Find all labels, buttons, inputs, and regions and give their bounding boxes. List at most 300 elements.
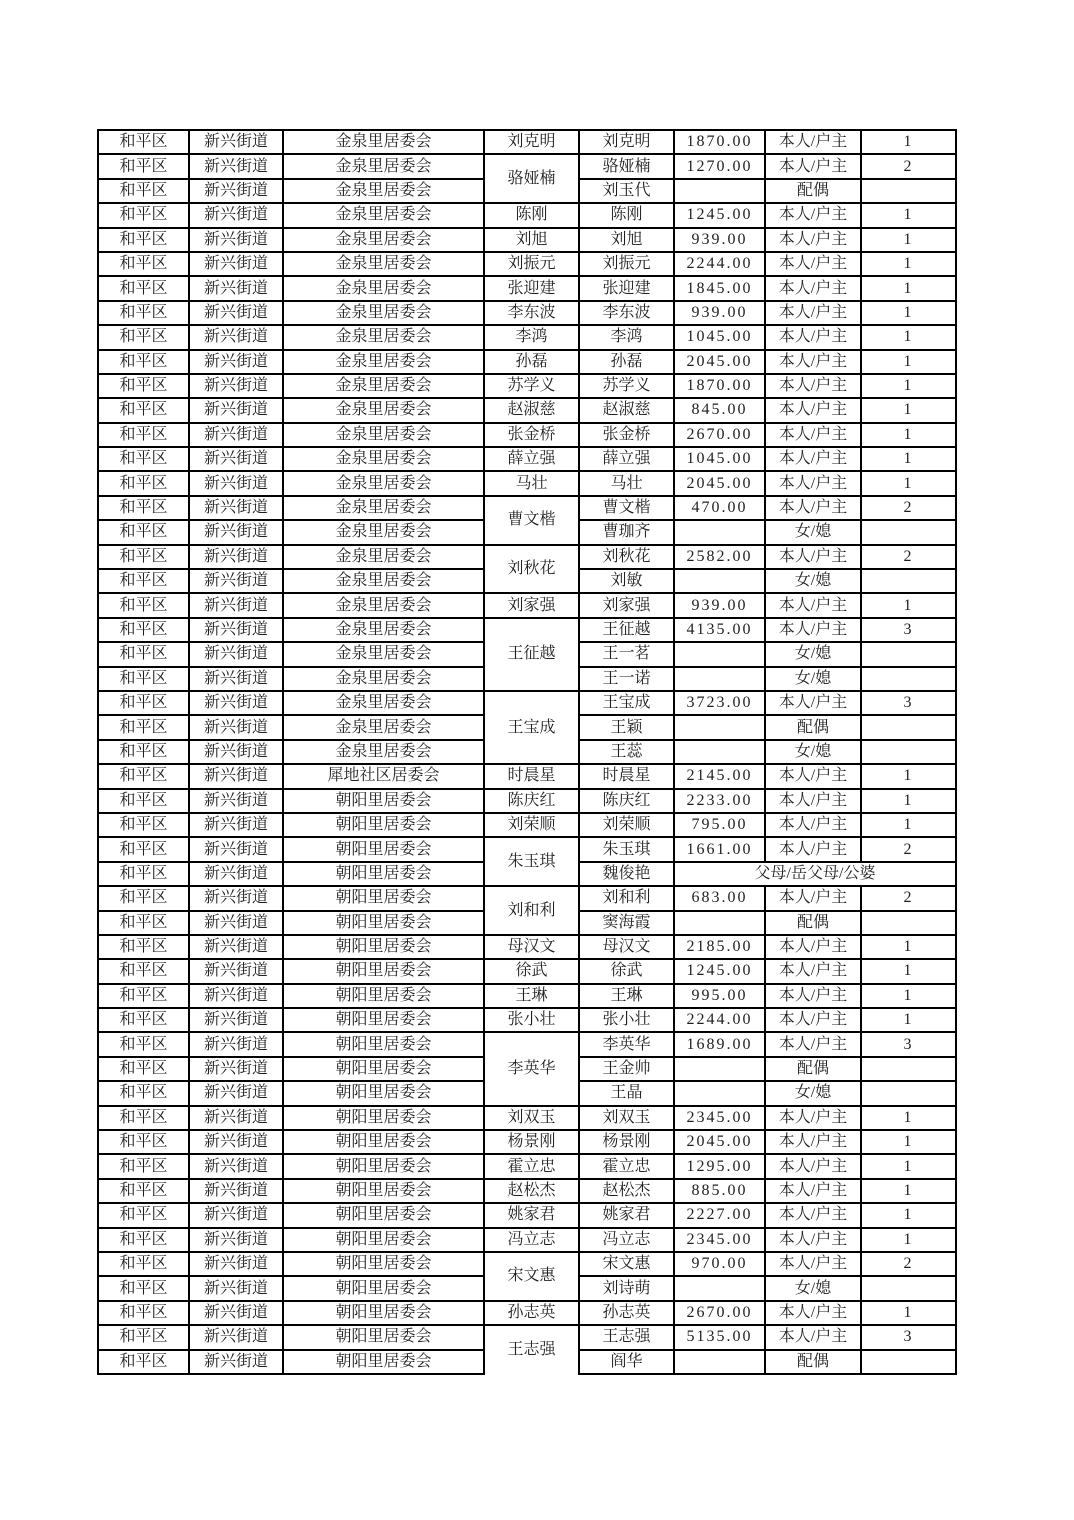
table-row	[98, 423, 956, 447]
cell-household-head: 李东波	[484, 301, 579, 325]
cell-amount	[674, 1057, 765, 1081]
cell-member-name: 王志强	[579, 1325, 674, 1349]
cell-amount	[674, 1350, 765, 1374]
cell-street: 新兴街道	[189, 569, 283, 593]
cell-district: 和平区	[98, 984, 189, 1008]
cell-street: 新兴街道	[189, 1252, 283, 1276]
cell-relation: 本人/户主	[765, 813, 861, 837]
cell-member-name: 刘敏	[579, 569, 674, 593]
cell-count: 3	[861, 1032, 956, 1056]
cell-amount: 1245.00	[674, 203, 765, 227]
cell-household-head: 冯立志	[484, 1228, 579, 1252]
cell-member-name: 刘玉代	[579, 179, 674, 203]
cell-committee: 朝阳里居委会	[283, 959, 484, 983]
cell-street: 新兴街道	[189, 447, 283, 471]
cell-committee: 朝阳里居委会	[283, 1203, 484, 1227]
cell-street: 新兴街道	[189, 1106, 283, 1130]
cell-district: 和平区	[98, 350, 189, 374]
cell-count: 1	[861, 374, 956, 398]
cell-member-name: 刘旭	[579, 228, 674, 252]
cell-committee: 朝阳里居委会	[283, 837, 484, 861]
cell-street: 新兴街道	[189, 911, 283, 935]
cell-committee: 金泉里居委会	[283, 130, 484, 154]
cell-count: 1	[861, 984, 956, 1008]
cell-committee: 朝阳里居委会	[283, 911, 484, 935]
cell-district: 和平区	[98, 593, 189, 617]
cell-member-name: 王一茗	[579, 642, 674, 666]
table-row	[98, 1179, 956, 1203]
cell-relation: 本人/户主	[765, 886, 861, 910]
cell-street: 新兴街道	[189, 593, 283, 617]
cell-committee: 金泉里居委会	[283, 252, 484, 276]
table-row	[98, 886, 956, 910]
cell-district: 和平区	[98, 1032, 189, 1056]
cell-district: 和平区	[98, 423, 189, 447]
cell-count: 2	[861, 496, 956, 520]
cell-member-name: 刘振元	[579, 252, 674, 276]
cell-household-head: 骆娅楠	[484, 154, 579, 203]
cell-street: 新兴街道	[189, 325, 283, 349]
cell-count: 1	[861, 1203, 956, 1227]
cell-member-name: 刘克明	[579, 130, 674, 154]
cell-member-name: 孙志英	[579, 1301, 674, 1325]
cell-street: 新兴街道	[189, 471, 283, 495]
cell-relation: 本人/户主	[765, 593, 861, 617]
cell-amount: 2227.00	[674, 1203, 765, 1227]
cell-committee: 金泉里居委会	[283, 496, 484, 520]
cell-district: 和平区	[98, 1081, 189, 1105]
cell-committee: 金泉里居委会	[283, 715, 484, 739]
cell-relation: 女/媳	[765, 1081, 861, 1105]
cell-amount: 2244.00	[674, 1008, 765, 1032]
cell-amount: 1870.00	[674, 130, 765, 154]
cell-street: 新兴街道	[189, 228, 283, 252]
cell-amount: 5135.00	[674, 1325, 765, 1349]
cell-street: 新兴街道	[189, 959, 283, 983]
table-row	[98, 618, 956, 642]
cell-amount: 2345.00	[674, 1106, 765, 1130]
cell-count: 1	[861, 813, 956, 837]
table-row	[98, 1252, 956, 1276]
cell-district: 和平区	[98, 740, 189, 764]
cell-household-head: 王琳	[484, 984, 579, 1008]
cell-member-name: 张金桥	[579, 423, 674, 447]
cell-household-head: 刘双玉	[484, 1106, 579, 1130]
cell-relation: 本人/户主	[765, 837, 861, 861]
cell-street: 新兴街道	[189, 837, 283, 861]
cell-street: 新兴街道	[189, 130, 283, 154]
cell-district: 和平区	[98, 545, 189, 569]
cell-member-name: 苏学义	[579, 374, 674, 398]
cell-committee: 金泉里居委会	[283, 545, 484, 569]
cell-member-name: 曹珈齐	[579, 520, 674, 544]
cell-relation: 本人/户主	[765, 423, 861, 447]
cell-count	[861, 1350, 956, 1374]
cell-count: 1	[861, 276, 956, 300]
cell-amount: 3723.00	[674, 691, 765, 715]
table-row	[98, 276, 956, 300]
cell-household-head: 王宝成	[484, 691, 579, 764]
cell-count: 1	[861, 1154, 956, 1178]
cell-member-name: 刘和利	[579, 886, 674, 910]
cell-household-head: 陈刚	[484, 203, 579, 227]
cell-street: 新兴街道	[189, 789, 283, 813]
cell-committee: 朝阳里居委会	[283, 1081, 484, 1105]
cell-count: 1	[861, 1106, 956, 1130]
table-row	[98, 764, 956, 788]
cell-amount: 4135.00	[674, 618, 765, 642]
cell-district: 和平区	[98, 1106, 189, 1130]
cell-relation: 配偶	[765, 715, 861, 739]
cell-relation: 本人/户主	[765, 1130, 861, 1154]
cell-relation: 本人/户主	[765, 1008, 861, 1032]
cell-member-name: 王金帅	[579, 1057, 674, 1081]
cell-street: 新兴街道	[189, 276, 283, 300]
cell-district: 和平区	[98, 301, 189, 325]
cell-member-name: 王征越	[579, 618, 674, 642]
cell-relation: 本人/户主	[765, 154, 861, 178]
cell-count: 2	[861, 837, 956, 861]
cell-relation: 本人/户主	[765, 203, 861, 227]
cell-amount: 1845.00	[674, 276, 765, 300]
cell-relation: 女/媳	[765, 520, 861, 544]
cell-count: 2	[861, 545, 956, 569]
cell-amount	[674, 642, 765, 666]
table-row	[98, 1228, 956, 1252]
cell-count	[861, 1081, 956, 1105]
table-row	[98, 154, 956, 178]
cell-member-name: 王晶	[579, 1081, 674, 1105]
cell-count: 1	[861, 130, 956, 154]
cell-district: 和平区	[98, 959, 189, 983]
cell-relation: 本人/户主	[765, 1179, 861, 1203]
cell-amount	[674, 1276, 765, 1300]
cell-count: 1	[861, 471, 956, 495]
cell-street: 新兴街道	[189, 301, 283, 325]
cell-committee: 金泉里居委会	[283, 691, 484, 715]
cell-committee: 金泉里居委会	[283, 203, 484, 227]
cell-relation: 本人/户主	[765, 545, 861, 569]
cell-relation: 本人/户主	[765, 789, 861, 813]
cell-district: 和平区	[98, 1325, 189, 1349]
cell-household-head: 王征越	[484, 618, 579, 691]
cell-street: 新兴街道	[189, 886, 283, 910]
table-row	[98, 496, 956, 520]
cell-committee: 朝阳里居委会	[283, 1008, 484, 1032]
cell-household-head: 刘旭	[484, 228, 579, 252]
cell-relation: 本人/户主	[765, 276, 861, 300]
cell-amount: 1295.00	[674, 1154, 765, 1178]
cell-committee: 朝阳里居委会	[283, 789, 484, 813]
table-row	[98, 1301, 956, 1325]
cell-district: 和平区	[98, 862, 189, 886]
cell-household-head: 陈庆红	[484, 789, 579, 813]
cell-district: 和平区	[98, 1276, 189, 1300]
cell-district: 和平区	[98, 667, 189, 691]
cell-amount: 2045.00	[674, 1130, 765, 1154]
cell-committee: 金泉里居委会	[283, 276, 484, 300]
cell-count: 1	[861, 301, 956, 325]
cell-district: 和平区	[98, 911, 189, 935]
cell-district: 和平区	[98, 1057, 189, 1081]
cell-district: 和平区	[98, 1179, 189, 1203]
cell-relation: 本人/户主	[765, 764, 861, 788]
cell-committee: 朝阳里居委会	[283, 1130, 484, 1154]
cell-member-name: 窦海霞	[579, 911, 674, 935]
cell-amount: 2582.00	[674, 545, 765, 569]
cell-count	[861, 667, 956, 691]
cell-street: 新兴街道	[189, 1057, 283, 1081]
cell-amount: 1661.00	[674, 837, 765, 861]
cell-street: 新兴街道	[189, 423, 283, 447]
cell-committee: 金泉里居委会	[283, 301, 484, 325]
cell-member-name: 赵松杰	[579, 1179, 674, 1203]
cell-relation: 本人/户主	[765, 1203, 861, 1227]
cell-amount: 2244.00	[674, 252, 765, 276]
cell-relation: 本人/户主	[765, 252, 861, 276]
cell-amount: 1045.00	[674, 325, 765, 349]
cell-amount	[674, 569, 765, 593]
cell-committee: 金泉里居委会	[283, 374, 484, 398]
cell-relation: 本人/户主	[765, 471, 861, 495]
cell-relation: 本人/户主	[765, 301, 861, 325]
cell-count: 3	[861, 618, 956, 642]
cell-amount	[674, 520, 765, 544]
cell-amount: 795.00	[674, 813, 765, 837]
cell-member-name: 张迎建	[579, 276, 674, 300]
table-row	[98, 471, 956, 495]
table-row	[98, 325, 956, 349]
cell-district: 和平区	[98, 789, 189, 813]
cell-street: 新兴街道	[189, 1276, 283, 1300]
cell-count: 3	[861, 691, 956, 715]
cell-relation: 本人/户主	[765, 1032, 861, 1056]
cell-member-name: 孙磊	[579, 350, 674, 374]
cell-member-name: 骆娅楠	[579, 154, 674, 178]
cell-amount	[674, 179, 765, 203]
cell-relation: 本人/户主	[765, 1325, 861, 1349]
cell-member-name: 霍立忠	[579, 1154, 674, 1178]
cell-committee: 朝阳里居委会	[283, 886, 484, 910]
table-row	[98, 545, 956, 569]
cell-district: 和平区	[98, 1154, 189, 1178]
cell-committee: 金泉里居委会	[283, 520, 484, 544]
cell-committee: 金泉里居委会	[283, 350, 484, 374]
cell-district: 和平区	[98, 447, 189, 471]
cell-committee: 朝阳里居委会	[283, 1106, 484, 1130]
cell-amount: 1689.00	[674, 1032, 765, 1056]
cell-committee: 金泉里居委会	[283, 398, 484, 422]
cell-street: 新兴街道	[189, 1081, 283, 1105]
cell-relation: 本人/户主	[765, 1228, 861, 1252]
cell-count	[861, 715, 956, 739]
cell-district: 和平区	[98, 618, 189, 642]
table-row	[98, 398, 956, 422]
cell-member-name: 王宝成	[579, 691, 674, 715]
cell-member-name: 陈庆红	[579, 789, 674, 813]
table-row	[98, 984, 956, 1008]
table-body	[98, 130, 956, 1374]
cell-household-head: 李鸿	[484, 325, 579, 349]
cell-count: 1	[861, 325, 956, 349]
cell-member-name: 阎华	[579, 1350, 674, 1374]
cell-member-name: 李鸿	[579, 325, 674, 349]
cell-household-head: 李英华	[484, 1032, 579, 1105]
cell-street: 新兴街道	[189, 740, 283, 764]
cell-member-name: 姚家君	[579, 1203, 674, 1227]
cell-committee: 朝阳里居委会	[283, 1276, 484, 1300]
cell-street: 新兴街道	[189, 252, 283, 276]
cell-street: 新兴街道	[189, 1032, 283, 1056]
cell-count: 2	[861, 1252, 956, 1276]
cell-committee: 金泉里居委会	[283, 618, 484, 642]
cell-committee: 朝阳里居委会	[283, 862, 484, 886]
cell-count: 1	[861, 447, 956, 471]
cell-count: 1	[861, 1179, 956, 1203]
cell-amount	[674, 740, 765, 764]
cell-committee: 金泉里居委会	[283, 471, 484, 495]
table-row	[98, 1154, 956, 1178]
cell-count: 1	[861, 935, 956, 959]
cell-committee: 朝阳里居委会	[283, 1350, 484, 1374]
cell-committee: 金泉里居委会	[283, 447, 484, 471]
cell-street: 新兴街道	[189, 496, 283, 520]
cell-committee: 朝阳里居委会	[283, 1325, 484, 1349]
cell-member-name: 薛立强	[579, 447, 674, 471]
cell-street: 新兴街道	[189, 715, 283, 739]
cell-household-head: 宋文惠	[484, 1252, 579, 1301]
cell-street: 新兴街道	[189, 1301, 283, 1325]
cell-amount	[674, 911, 765, 935]
cell-district: 和平区	[98, 1301, 189, 1325]
cell-amount: 970.00	[674, 1252, 765, 1276]
cell-household-head: 张迎建	[484, 276, 579, 300]
cell-district: 和平区	[98, 179, 189, 203]
cell-committee: 朝阳里居委会	[283, 1301, 484, 1325]
cell-amount: 845.00	[674, 398, 765, 422]
cell-district: 和平区	[98, 130, 189, 154]
cell-street: 新兴街道	[189, 1228, 283, 1252]
cell-household-head: 马壮	[484, 471, 579, 495]
cell-count: 1	[861, 764, 956, 788]
cell-household-head: 母汉文	[484, 935, 579, 959]
cell-district: 和平区	[98, 715, 189, 739]
cell-street: 新兴街道	[189, 1008, 283, 1032]
cell-count: 1	[861, 203, 956, 227]
cell-district: 和平区	[98, 837, 189, 861]
cell-relation: 本人/户主	[765, 130, 861, 154]
cell-district: 和平区	[98, 203, 189, 227]
cell-count: 1	[861, 1008, 956, 1032]
cell-member-name: 刘秋花	[579, 545, 674, 569]
cell-count	[861, 1057, 956, 1081]
cell-district: 和平区	[98, 252, 189, 276]
cell-household-head: 徐武	[484, 959, 579, 983]
cell-committee: 金泉里居委会	[283, 179, 484, 203]
table-row	[98, 1203, 956, 1227]
cell-district: 和平区	[98, 496, 189, 520]
cell-count	[861, 520, 956, 544]
cell-committee: 朝阳里居委会	[283, 1228, 484, 1252]
cell-household-head: 刘振元	[484, 252, 579, 276]
cell-district: 和平区	[98, 1008, 189, 1032]
cell-count: 1	[861, 423, 956, 447]
cell-household-head: 苏学义	[484, 374, 579, 398]
cell-amount: 683.00	[674, 886, 765, 910]
cell-member-name: 时晨星	[579, 764, 674, 788]
cell-household-head: 赵松杰	[484, 1179, 579, 1203]
cell-relation: 女/媳	[765, 1276, 861, 1300]
cell-relation: 女/媳	[765, 740, 861, 764]
cell-street: 新兴街道	[189, 350, 283, 374]
cell-committee: 金泉里居委会	[283, 154, 484, 178]
cell-street: 新兴街道	[189, 984, 283, 1008]
cell-member-name: 王蕊	[579, 740, 674, 764]
cell-member-name: 赵淑慈	[579, 398, 674, 422]
cell-amount: 2233.00	[674, 789, 765, 813]
cell-street: 新兴街道	[189, 1154, 283, 1178]
cell-count	[861, 179, 956, 203]
cell-relation: 女/媳	[765, 667, 861, 691]
cell-relation: 配偶	[765, 179, 861, 203]
cell-committee: 朝阳里居委会	[283, 1057, 484, 1081]
cell-count: 1	[861, 959, 956, 983]
table-row	[98, 228, 956, 252]
cell-member-name: 母汉文	[579, 935, 674, 959]
table-row	[98, 837, 956, 861]
cell-relation: 配偶	[765, 911, 861, 935]
cell-street: 新兴街道	[189, 1130, 283, 1154]
cell-committee: 朝阳里居委会	[283, 813, 484, 837]
cell-district: 和平区	[98, 1252, 189, 1276]
cell-relation: 本人/户主	[765, 984, 861, 1008]
cell-relation: 本人/户主	[765, 374, 861, 398]
cell-street: 新兴街道	[189, 203, 283, 227]
cell-district: 和平区	[98, 886, 189, 910]
cell-committee: 犀地社区居委会	[283, 764, 484, 788]
cell-household-head: 王志强	[484, 1325, 579, 1374]
cell-member-name: 陈刚	[579, 203, 674, 227]
cell-amount	[674, 715, 765, 739]
cell-street: 新兴街道	[189, 179, 283, 203]
cell-count: 1	[861, 1228, 956, 1252]
table-row	[98, 374, 956, 398]
cell-household-head: 张金桥	[484, 423, 579, 447]
cell-committee: 金泉里居委会	[283, 667, 484, 691]
cell-member-name: 刘荣顺	[579, 813, 674, 837]
table-row	[98, 203, 956, 227]
cell-relation: 本人/户主	[765, 935, 861, 959]
cell-amount: 2145.00	[674, 764, 765, 788]
cell-household-head: 刘荣顺	[484, 813, 579, 837]
cell-member-name: 刘双玉	[579, 1106, 674, 1130]
table-row	[98, 1008, 956, 1032]
cell-street: 新兴街道	[189, 374, 283, 398]
cell-member-name: 李英华	[579, 1032, 674, 1056]
cell-street: 新兴街道	[189, 935, 283, 959]
cell-household-head: 杨景刚	[484, 1130, 579, 1154]
table-row	[98, 691, 956, 715]
cell-street: 新兴街道	[189, 520, 283, 544]
cell-street: 新兴街道	[189, 398, 283, 422]
cell-street: 新兴街道	[189, 667, 283, 691]
cell-district: 和平区	[98, 1203, 189, 1227]
cell-relation: 本人/户主	[765, 447, 861, 471]
cell-household-head: 张小壮	[484, 1008, 579, 1032]
cell-relation: 女/媳	[765, 642, 861, 666]
cell-relation: 本人/户主	[765, 618, 861, 642]
cell-district: 和平区	[98, 325, 189, 349]
